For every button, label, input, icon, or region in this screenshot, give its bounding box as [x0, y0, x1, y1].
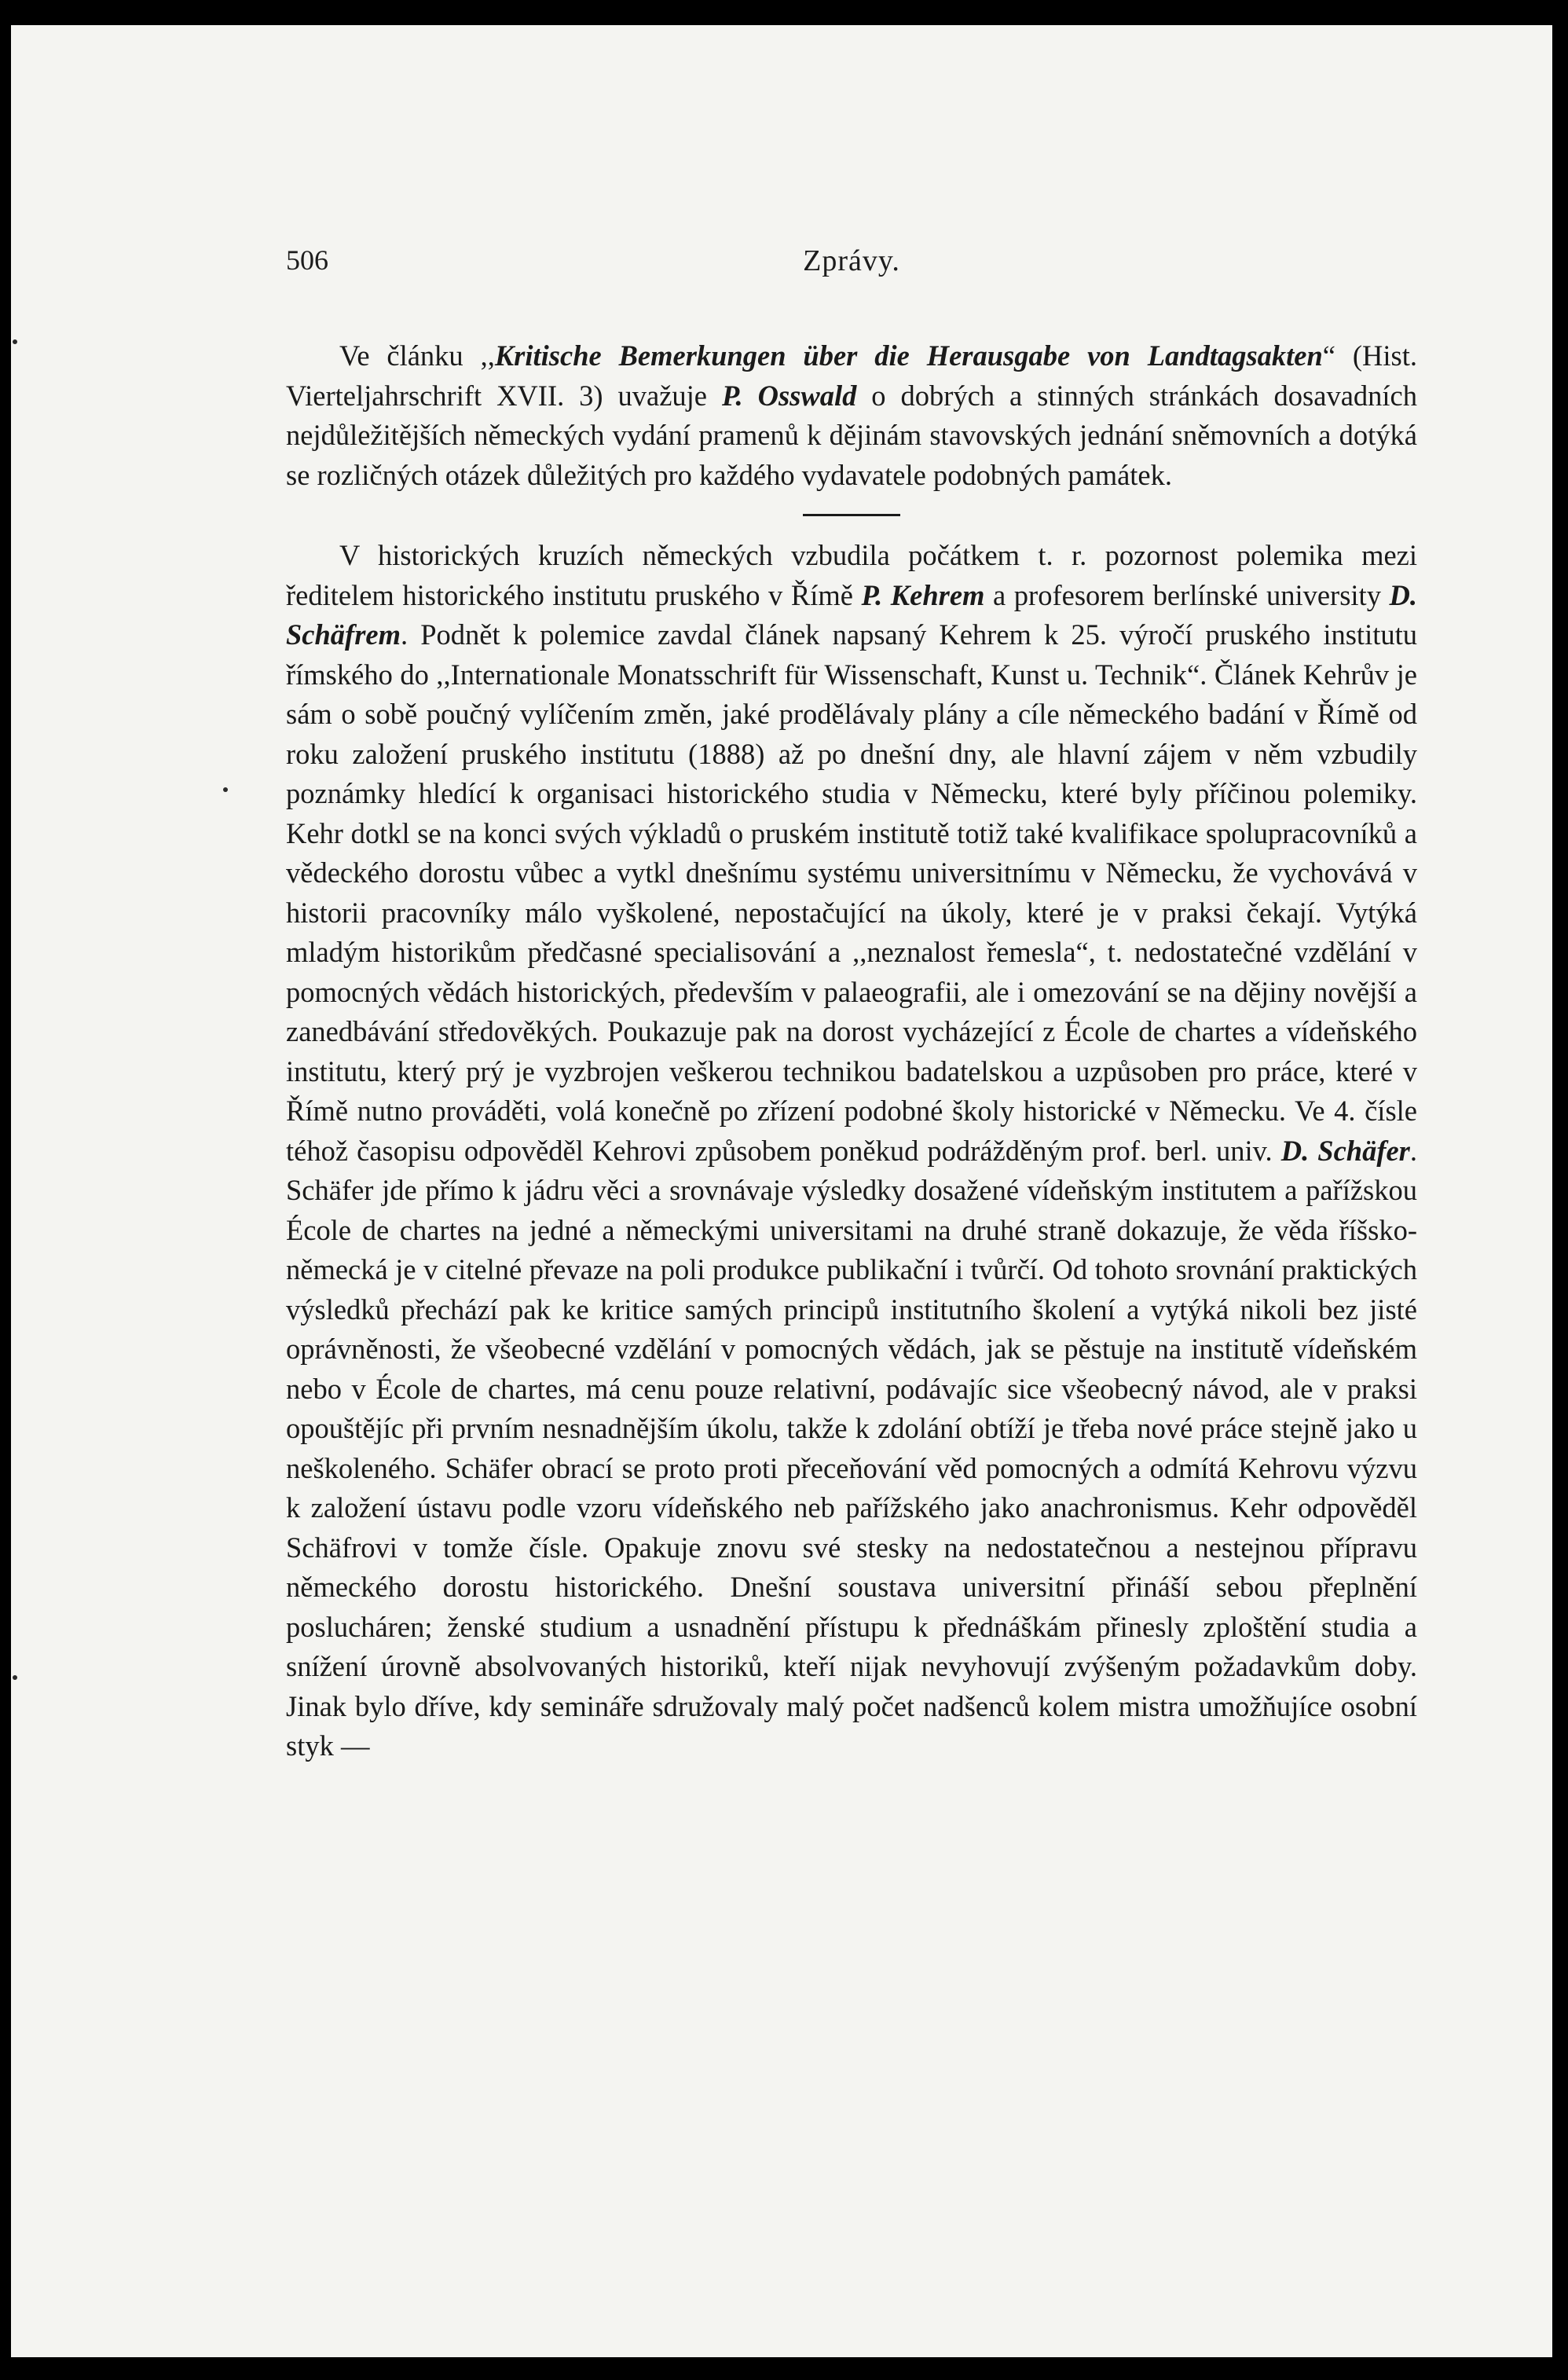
article-body	[286, 336, 1417, 1766]
article-title-italic: Kritische Bemerkungen über die Herausgabe von Landtagsakten	[494, 339, 1323, 372]
section-separator	[803, 514, 900, 516]
paragraph-osswald	[286, 336, 1417, 495]
paragraph-text: o dobrých a stinných stránkách dosavadních nejdůležitějších německých vydání pramenů k dějinám stavovských jednání sněmovních a dotýká se rozličných otázek důležitých pro každého vydavatele podobných památek.	[286, 379, 1417, 491]
paragraph-text: V historických kruzích německých vzbudila počátkem t. r. pozornost polemika mezi ředitelem historického institutu pruského v Římě	[286, 539, 1417, 611]
running-title: Zprávy.	[803, 244, 900, 277]
page-number: 506	[286, 244, 328, 276]
paragraph-text: . Schäfer jde přímo k jádru věci a srovnávaje výsledky dosažené vídeňským institutem a pařížskou École de chartes na jedné a německými universitami na druhé straně dokazuje, že věda říšsko-německá je v citelné převaze na poli produkce publikační i tvůrčí. Od tohoto srovnání praktických výsledků přechází pak ke kritice samých principů institutního školení a vytýká nikoli bez jisté oprávněnosti, že všeobecné vzdělání v pomocných vědách, jak se pěstuje na institutě vídeňském nebo v École de chartes, má cenu pouze relativní, podávajíc sice všeobecný návod, ale v praksi opouštějíc při prvním nesnadnějším úkolu, takže k zdolání obtíží je třeba nové práce stejně jako u neškoleného. Schäfer obrací se proto proti přeceňování věd pomocných a odmítá Kehrovu výzvu k založení ústavu podle vzoru vídeňského neb pařížského jako anachronismus. Kehr odpověděl Schäfrovi v tomže čísle. Opakuje znovu své stesky na nedostatečnou a nestejnou přípravu německého dorostu historického. Dnešní soustava universitní přináší sebou přeplnění poslucháren; ženské studium a usnadnění přístupu k přednáškám přinesly zploštění studia a snížení úrovně absolvovaných historiků, kteří nijak nevyhovují zvýšeným požadavkům doby. Jinak bylo dříve, kdy semináře sdružovaly malý počet nadšenců kolem mistra umožňujíce osobní styk —	[286, 1134, 1418, 1762]
paragraph-kehr-schafer	[286, 536, 1417, 1766]
author-name-italic: P. Osswald	[721, 379, 857, 412]
paragraph-text: “ (Hist. Vierteljahrschrift XVII. 3) uvažuje	[286, 339, 1418, 412]
author-name-italic: D. Schäfer	[1280, 1134, 1410, 1167]
margin-speck	[13, 1675, 17, 1680]
author-name-italic: D. Schäfrem	[286, 578, 1417, 651]
book-page	[11, 25, 1552, 2357]
paragraph-text: . Podnět k polemice zavdal článek napsaný Kehrem k 25. výročí pruského institutu římského do ,,Internationale Monatsschrift für Wissenschaft, Kunst u. Technik“. Článek Kehrův je sám o sobě poučný vylíčením změn, jaké prodělávaly plány a cíle německého badání v Římě od roku založení pruského institutu (1888) až po dnešní dny, ale hlavní zájem v něm vzbudily poznámky hledící k organisaci historického studia v Německu, které byly příčinou polemiky. Kehr dotkl se na konci svých výkladů o pruském institutě totiž také kvalifikace spolupracovníků a vědeckého dorostu vůbec a vytkl dnešnímu systému universitnímu v Německu, že vychovává v historii pracovníky málo vyškolené, nepostačující na úkoly, které je v praksi čekají. Vytýká mladým historikům předčasné specialisování a ,,neznalost řemesla“, t. nedostatečné vzdělání v pomocných vědách historických, především v palaeografii, ale i omezování se na dějiny novější a zanedbávání středověkých. Poukazuje pak na dorost vycházející z École de chartes a vídeňského institutu, který prý je vyzbrojen veškerou technikou badatelskou a uzpůsoben pro práce, které v Římě nutno prováděti, volá konečně po zřízení podobné školy historické v Německu. Ve 4. čísle téhož časopisu odpověděl Kehrovi způsobem poněkud podrážděným prof. berl. univ.	[286, 618, 1417, 1167]
paragraph-text: a profesorem berlínské university	[984, 578, 1390, 611]
page-header	[286, 244, 1417, 299]
margin-speck	[223, 787, 228, 792]
paragraph-text: Ve článku ,,	[339, 339, 495, 372]
author-name-italic: P. Kehrem	[861, 578, 985, 611]
margin-speck	[13, 339, 17, 344]
